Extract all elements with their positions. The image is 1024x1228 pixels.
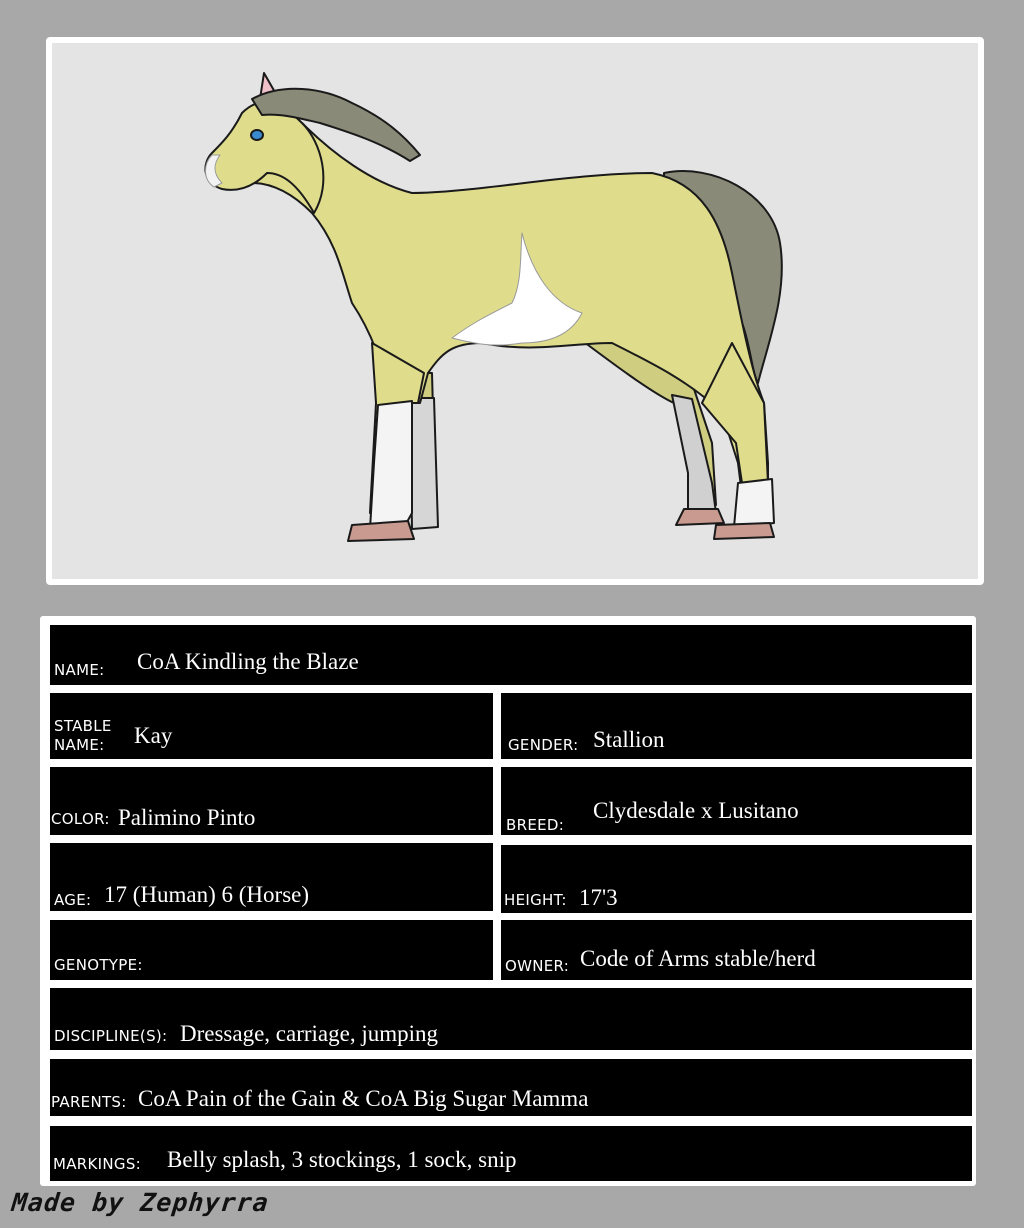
horse-illustration (52, 43, 978, 579)
horse-eye (251, 130, 263, 140)
stable-name-value: Kay (134, 723, 173, 748)
breed-label: BREED: (506, 816, 565, 834)
owner-cell (501, 920, 972, 980)
color-cell (50, 767, 493, 835)
gender-cell (501, 693, 972, 759)
stable-name-label-line2: NAME: (54, 736, 105, 754)
gender-value: Stallion (593, 727, 665, 752)
color-label: COLOR: (51, 810, 110, 828)
parents-value: CoA Pain of the Gain & CoA Big Sugar Mamma (138, 1086, 589, 1111)
name-cell (50, 625, 972, 685)
markings-value: Belly splash, 3 stockings, 1 sock, snip (167, 1147, 517, 1172)
disciplines-label: DISCIPLINE(S): (54, 1027, 168, 1045)
breed-cell (501, 767, 972, 835)
stable-name-label-line1: STABLE (54, 717, 112, 735)
height-value: 17'3 (579, 885, 618, 910)
owner-label: OWNER: (505, 957, 570, 975)
horse-illustration-frame (46, 37, 984, 585)
height-cell (501, 845, 972, 913)
height-label: HEIGHT: (504, 891, 567, 909)
age-cell (50, 843, 493, 911)
markings-cell (50, 1126, 972, 1181)
markings-label: MARKINGS: (53, 1155, 142, 1173)
owner-value: Code of Arms stable/herd (580, 946, 816, 971)
parents-cell (50, 1059, 972, 1116)
genotype-cell (50, 920, 493, 980)
disciplines-cell (50, 988, 972, 1050)
age-value: 17 (Human) 6 (Horse) (104, 882, 310, 907)
parents-label: PARENTS: (51, 1093, 127, 1111)
genotype-label: GENOTYPE: (54, 956, 143, 974)
name-value: CoA Kindling the Blaze (137, 649, 359, 674)
gender-label: GENDER: (508, 736, 579, 754)
stable-name-cell (50, 693, 493, 759)
breed-value: Clydesdale x Lusitano (593, 798, 799, 823)
name-label: NAME: (54, 661, 105, 679)
color-value: Palimino Pinto (118, 805, 256, 830)
disciplines-value: Dressage, carriage, jumping (180, 1021, 439, 1046)
age-label: AGE: (54, 891, 92, 909)
artist-signature: Made by Zephyrra (10, 1188, 271, 1217)
horse-info-card (40, 616, 976, 1186)
